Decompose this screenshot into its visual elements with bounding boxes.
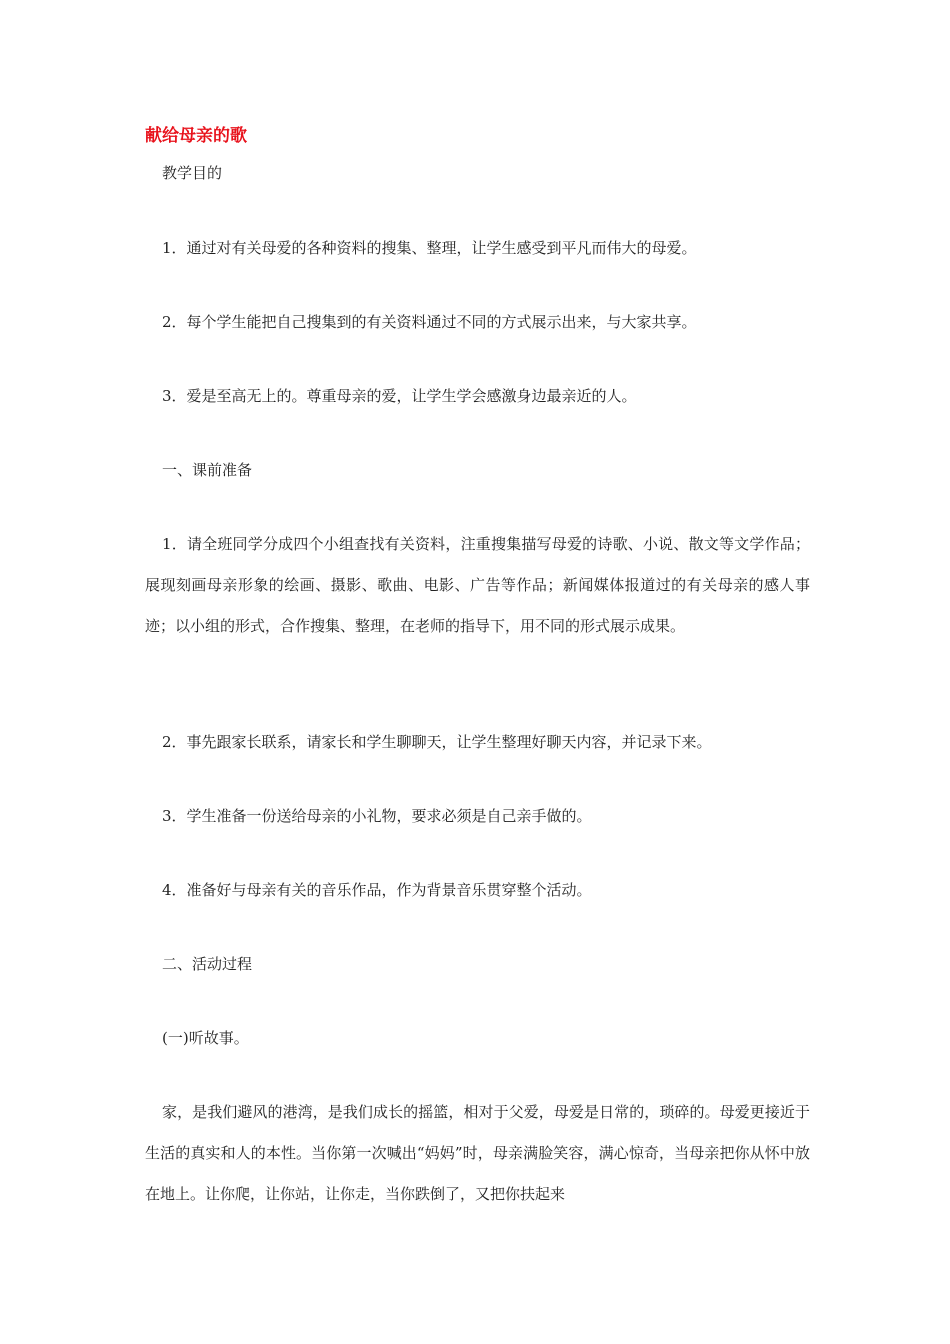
objective-item-2: 2．每个学生能把自己搜集到的有关资料通过不同的方式展示出来，与大家共享。 [162,313,697,331]
sub-heading-story: (一)听故事。 [162,1029,249,1047]
objectives-heading: 教学目的 [162,164,223,182]
objective-item-1: 1．通过对有关母爱的各种资料的搜集、整理，让学生感受到平凡而伟大的母爱。 [162,239,697,257]
prep-item-4: 4．准备好与母亲有关的音乐作品，作为背景音乐贯穿整个活动。 [162,881,592,899]
document-title: 献给母亲的歌 [145,126,247,146]
objective-item-3: 3．爱是至高无上的。尊重母亲的爱，让学生学会感激身边最亲近的人。 [162,387,637,405]
section-heading-preparation: 一、课前准备 [162,461,253,479]
story-paragraph: 家，是我们避风的港湾，是我们成长的摇篮，相对于父爱，母爱是日常的，琐碎的。母爱更接近于生活的真实和人的本性。当你第一次喊出“妈妈”时，母亲满脸笑容，满心惊奇，当母亲把你从怀中放在地上。让你爬，让你站，让你走，当你跌倒了，又把你扶起来 [145,1103,810,1203]
prep-item-2: 2．事先跟家长联系，请家长和学生聊聊天，让学生整理好聊天内容，并记录下来。 [162,733,712,751]
section-heading-activity: 二、活动过程 [162,955,253,973]
prep-item-3: 3．学生准备一份送给母亲的小礼物，要求必须是自己亲手做的。 [162,807,592,825]
prep-item-1: 1．请全班同学分成四个小组查找有关资料，注重搜集描写母爱的诗歌、小说、散文等文学作品；展现刻画母亲形象的绘画、摄影、歌曲、电影、广告等作品；新闻媒体报道过的有关母亲的感人事迹；以小组的形式，合作搜集、整理，在老师的指导下，用不同的形式展示成果。 [145,535,810,635]
